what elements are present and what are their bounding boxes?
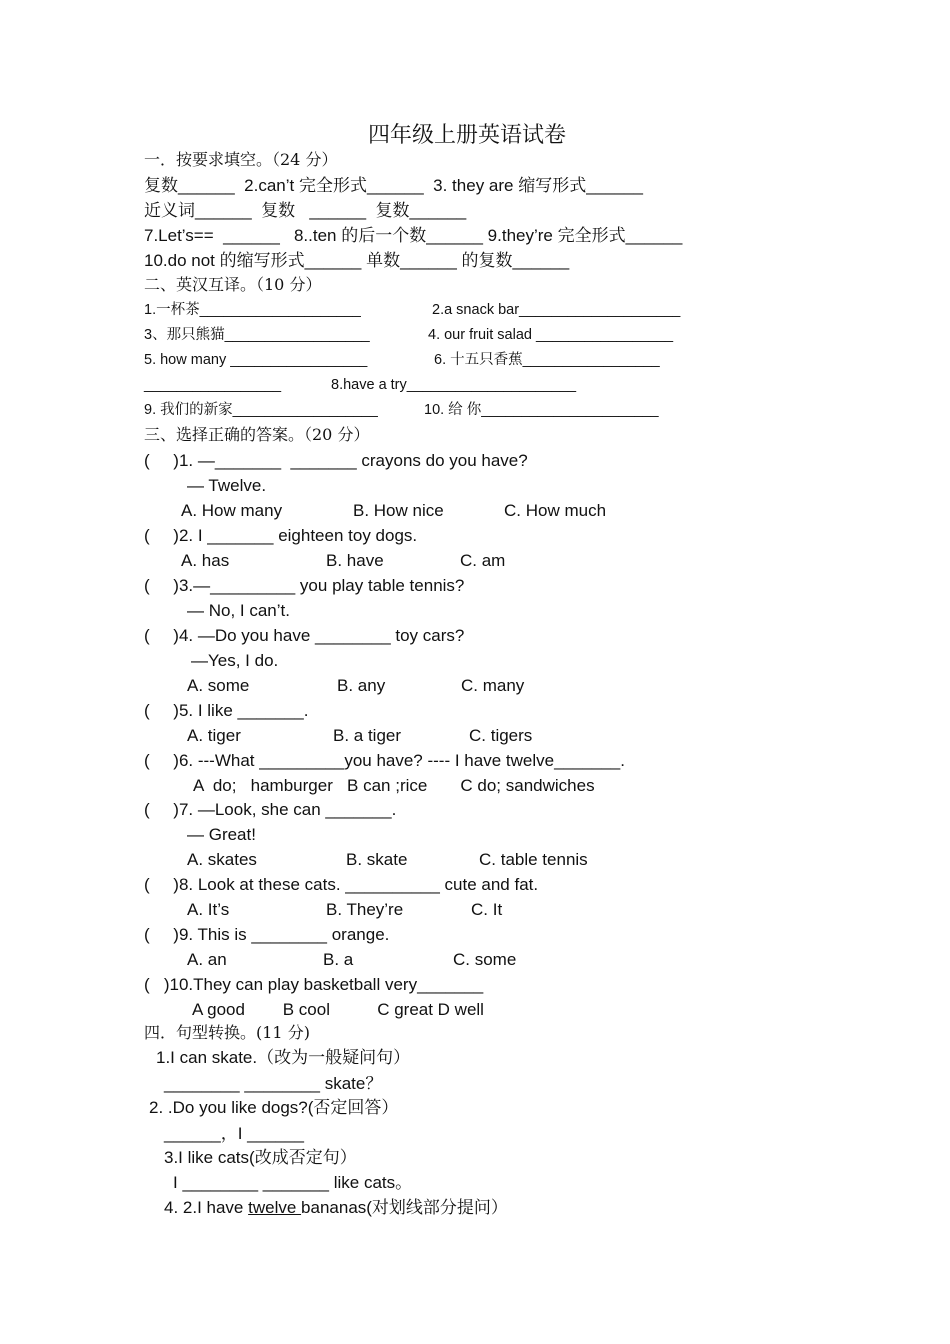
transform-4 (164, 1199, 508, 1216)
question-4: ( )4. —Do you have ________ toy cars? (144, 626, 465, 645)
question-3: ( )3.—_________ you play table tennis? (144, 576, 465, 595)
q5-option-b: B. a tiger (333, 726, 402, 745)
question-1-answer: — Twelve. (187, 476, 267, 495)
transform-3-blank: I ________ _______ like cats。 (173, 1173, 413, 1192)
transform-1: 1.I can skate.（改为一般疑问句） (156, 1048, 411, 1067)
transform-2: 2. .Do you like dogs?(否定回答） (149, 1098, 399, 1117)
q10-options: A good B cool C great D well (192, 1000, 484, 1019)
translate-item: 6. 十五只香蕉_________________ (434, 352, 660, 368)
translate-item: 4. our fruit salad _________________ (428, 327, 674, 343)
question-6: ( )6. ---What _________you have? ---- I have twelve_______. (144, 751, 625, 770)
q7-option-a: A. skates (187, 850, 257, 869)
translate-item: _________________ (144, 377, 282, 393)
q7-option-b: B. skate (346, 850, 408, 869)
section1-row2: 近义词______ 复数 ______ 复数______ (144, 201, 467, 220)
q2-option-b: B. have (326, 551, 384, 570)
transform-4-pre: 4. 2.I have (164, 1198, 249, 1217)
transform-2-blank: ______，I ______ (164, 1124, 304, 1143)
q6-options: A do; hamburger B can ;rice C do; sandwiches (193, 776, 595, 795)
section1-row4: 10.do not 的缩写形式______ 单数______ 的复数______ (144, 251, 570, 270)
q1-option-c: C. How much (504, 501, 607, 520)
page-title: 四年级上册英语试卷 (368, 123, 567, 148)
question-5: ( )5. I like _______. (144, 701, 309, 720)
transform-4-post: bananas(对划线部分提问） (301, 1198, 508, 1217)
question-2: ( )2. I _______ eighteen toy dogs. (144, 526, 418, 545)
section1-row3: 7.Let’s== ______ 8..ten 的后一个数______ 9.they’re 完全形式______ (144, 226, 683, 245)
q4-option-c: C. many (461, 676, 525, 695)
transform-4-underlined: twelve (248, 1198, 302, 1217)
q4-option-b: B. any (337, 676, 386, 695)
q5-option-a: A. tiger (187, 726, 241, 745)
q9-option-c: C. some (453, 950, 517, 969)
section3-heading: 三、选择正确的答案。（20 分） (144, 425, 370, 444)
translate-item: 9. 我们的新家__________________ (144, 402, 378, 418)
translate-item: 5. how many _________________ (144, 352, 368, 368)
question-1: ( )1. —_______ _______ crayons do you have? (144, 451, 528, 470)
q7-option-c: C. table tennis (479, 850, 588, 869)
question-10: ( )10.They can play basketball very_______ (144, 975, 484, 994)
q9-option-a: A. an (187, 950, 227, 969)
section2-heading: 二、英汉互译。（10 分） (144, 275, 322, 294)
question-7-answer: — Great! (187, 825, 256, 844)
translate-item: 8.have a try_____________________ (331, 377, 577, 393)
translate-item: 1.一杯茶____________________ (144, 302, 361, 318)
transform-1-blank: ________ ________ skate？ (164, 1074, 383, 1093)
q1-option-a: A. How many (181, 501, 283, 520)
q2-option-c: C. am (460, 551, 506, 570)
translate-item: 2.a snack bar____________________ (432, 302, 681, 318)
section1-row1: 复数______ 2.can’t 完全形式______ 3. they are 缩写形式______ (144, 176, 643, 195)
q4-option-a: A. some (187, 676, 250, 695)
q8-option-a: A. It’s (187, 900, 230, 919)
q1-option-b: B. How nice (353, 501, 444, 520)
question-3-answer: — No, I can’t. (187, 601, 290, 620)
q5-option-c: C. tigers (469, 726, 533, 745)
q8-option-c: C. It (471, 900, 503, 919)
q2-option-a: A. has (181, 551, 230, 570)
translate-item: 3、那只熊猫__________________ (144, 327, 370, 343)
question-9: ( )9. This is ________ orange. (144, 925, 390, 944)
translate-item: 10. 给 你______________________ (424, 402, 659, 418)
transform-3: 3.I like cats(改成否定句） (164, 1148, 357, 1167)
question-7: ( )7. —Look, she can _______. (144, 800, 397, 819)
section4-heading: 四．句型转换。(11 分) (144, 1023, 310, 1042)
section1-heading: 一．按要求填空。（24 分） (144, 150, 338, 169)
q9-option-b: B. a (323, 950, 354, 969)
question-4-answer: —Yes, I do. (191, 651, 279, 670)
q8-option-b: B. They’re (326, 900, 404, 919)
question-8: ( )8. Look at these cats. __________ cute and fat. (144, 875, 539, 894)
